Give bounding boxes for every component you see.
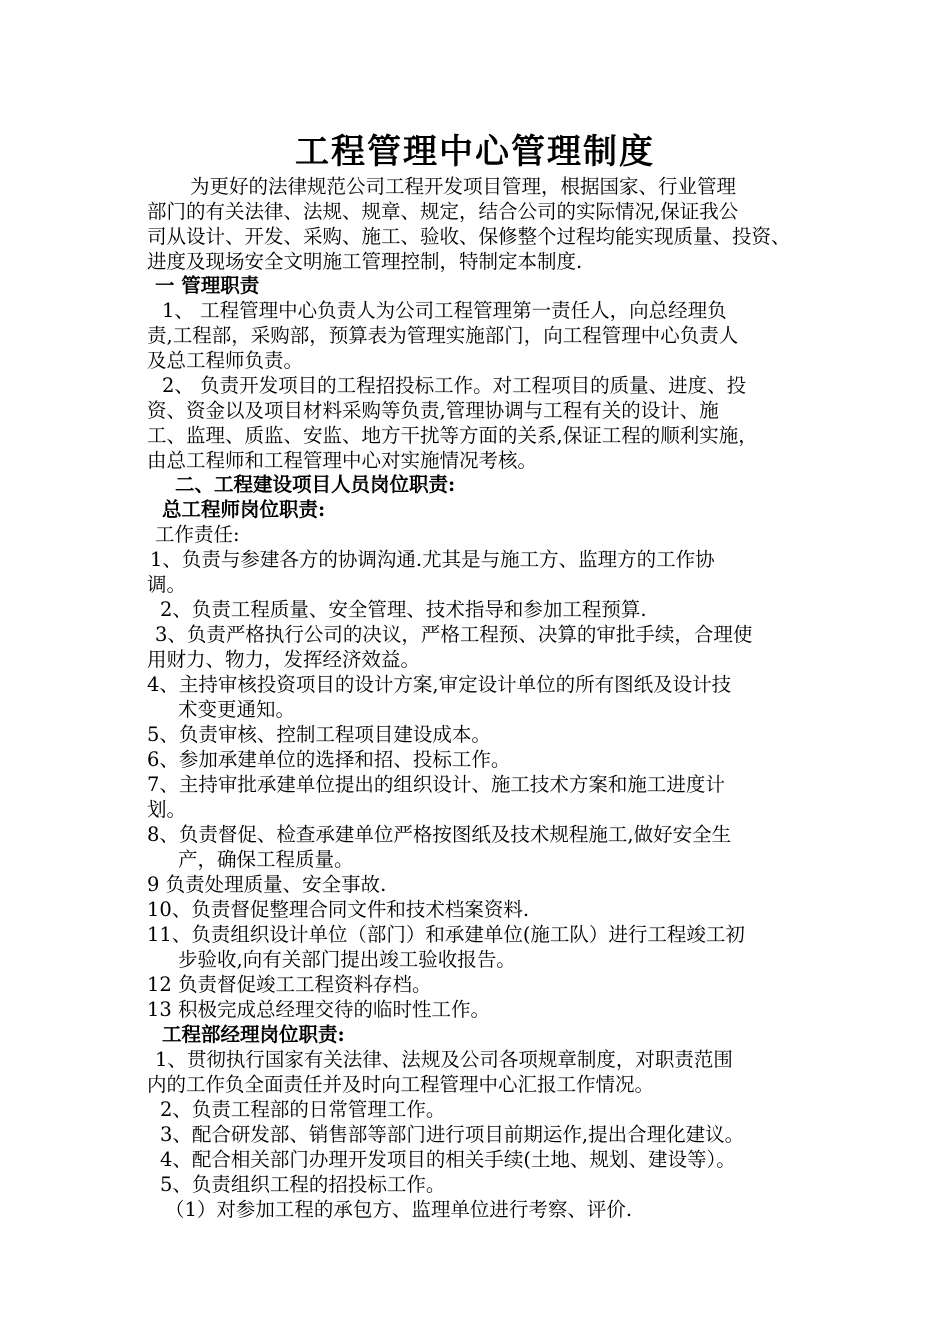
intro-line-3: 司从设计、开发、采购、施工、验收、保修整个过程均能实现质量、投资、 (147, 225, 791, 248)
intro-line-1: 为更好的法律规范公司工程开发项目管理，根据国家、行业管理 (190, 175, 737, 198)
list-item-line: 9 负责处理质量、安全事故. (147, 873, 387, 896)
list-item-line: （1）对参加工程的承包方、监理单位进行考察、评价. (165, 1198, 633, 1221)
list-item-line: 用财力、物力，发挥经济效益。 (147, 648, 421, 671)
document-title: 工程管理中心管理制度 (295, 132, 655, 172)
list-item-line: 内的工作负全面责任并及时向工程管理中心汇报工作情况。 (147, 1073, 655, 1096)
list-item-line: 10、负责督促整理合同文件和技术档案资料. (147, 898, 530, 921)
list-item-line: 划。 (147, 798, 187, 821)
list-item-line: 6、参加承建单位的选择和招、投标工作。 (147, 748, 511, 771)
list-item-line: 4、配合相关部门办理开发项目的相关手续(土地、规划、建设等）。 (160, 1148, 736, 1171)
subheading-engineering-manager: 工程部经理岗位职责: (162, 1023, 345, 1046)
section-heading-staff-duties: 二、工程建设项目人员岗位职责: (175, 473, 456, 496)
paragraph-line: 责,工程部，采购部，预算表为管理实施部门，向工程管理中心负责人 (147, 324, 739, 347)
list-item-line: 1、负责与参建各方的协调沟通.尤其是与施工方、监理方的工作协 (150, 548, 715, 571)
list-item-line: 3、负责严格执行公司的决议，严格工程预、决算的审批手续，合理使 (155, 623, 753, 646)
list-item-line: 7、主持审批承建单位提出的组织设计、施工技术方案和施工进度计 (147, 773, 725, 796)
paragraph-line: 资、资金以及项目材料采购等负责,管理协调与工程有关的设计、施 (147, 399, 719, 422)
paragraph-line: 由总工程师和工程管理中心对实施情况考核。 (147, 449, 538, 472)
list-item-line: 术变更通知。 (178, 698, 296, 721)
list-item-line: 5、负责组织工程的招投标工作。 (160, 1173, 446, 1196)
paragraph-line: 工、监理、质监、安监、地方干扰等方面的关系,保证工程的顺利实施， (147, 424, 758, 447)
subheading-chief-engineer: 总工程师岗位职责: (162, 498, 326, 521)
subheading-work-duties: 工作责任: (155, 523, 240, 546)
paragraph-line: 2、 负责开发项目的工程招投标工作。对工程项目的质量、进度、投 (162, 374, 747, 397)
list-item-line: 调。 (147, 573, 187, 596)
list-item-line: 4、主持审核投资项目的设计方案,审定设计单位的所有图纸及设计技 (147, 673, 732, 696)
list-item-line: 5、负责审核、控制工程项目建设成本。 (147, 723, 491, 746)
section-heading-management-duties: 一 管理职责 (155, 274, 260, 297)
list-item-line: 3、配合研发部、销售部等部门进行项目前期运作,提出合理化建议。 (160, 1123, 745, 1146)
list-item-line: 12 负责督促竣工工程资料存档。 (147, 973, 432, 996)
intro-line-4: 进度及现场安全文明施工管理控制，特制定本制度. (147, 250, 583, 273)
list-item-line: 1、贯彻执行国家有关法律、法规及公司各项规章制度，对职责范围 (155, 1048, 733, 1071)
list-item-line: 产，确保工程质量。 (178, 848, 354, 871)
list-item-line: 2、负责工程质量、安全管理、技术指导和参加工程预算. (160, 598, 647, 621)
intro-line-2: 部门的有关法律、法规、规章、规定，结合公司的实际情况,保证我公 (147, 200, 739, 223)
list-item-line: 11、负责组织设计单位（部门）和承建单位(施工队）进行工程竣工初 (147, 923, 745, 946)
list-item-line: 8、负责督促、检查承建单位严格按图纸及技术规程施工,做好安全生 (147, 823, 732, 846)
paragraph-line: 1、 工程管理中心负责人为公司工程管理第一责任人，向总经理负 (162, 299, 727, 322)
paragraph-line: 及总工程师负责。 (147, 349, 304, 372)
list-item-line: 步验收,向有关部门提出竣工验收报告。 (178, 948, 516, 971)
list-item-line: 2、负责工程部的日常管理工作。 (160, 1098, 446, 1121)
list-item-line: 13 积极完成总经理交待的临时性工作。 (147, 998, 491, 1021)
